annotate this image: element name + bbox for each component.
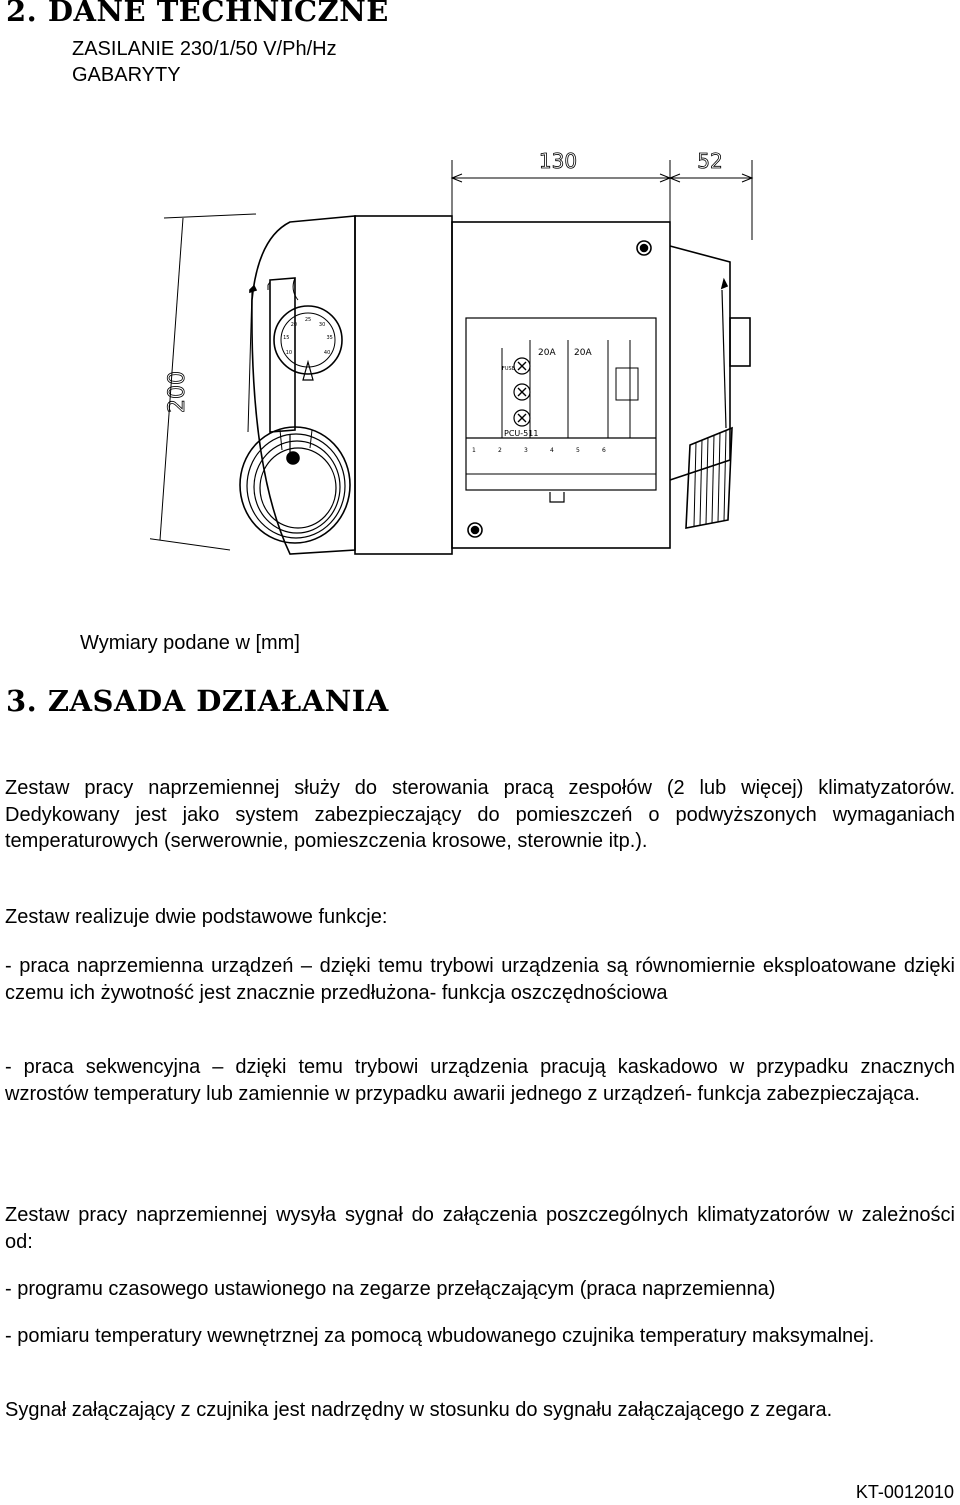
section-heading-principle: 3. ZASADA DZIAŁANIA: [6, 684, 389, 718]
device-label: PCU-511: [504, 429, 539, 438]
breaker-2-label: 20A: [574, 348, 592, 358]
paragraph-alternating-mode: - praca naprzemienna urządzeń – dzięki temu trybowi urządzenia są równomiernie eksploatowane dzięki czemu ich żywotność jest znacznie przedłużona- funkcja oszczędnościowa: [5, 955, 955, 1004]
dimension-depth: 52: [697, 149, 723, 173]
terminal-label: 2: [498, 447, 502, 454]
paragraph-sensor-priority: Sygnał załączający z czujnika jest nadrzędny w stosunku do sygnału załączającego z zegara.: [5, 1399, 833, 1421]
dimension-drawing: [150, 140, 770, 610]
thermostat-scale-label: 15: [283, 335, 290, 342]
document-code: KT-0012010: [855, 1482, 954, 1502]
units-note: Wymiary podane w [mm]: [80, 632, 300, 654]
thermostat-scale-label: 20: [290, 322, 298, 329]
thermostat-scale-label: 30: [318, 322, 326, 329]
thermostat-scale-label: 40: [323, 350, 331, 356]
paragraph-temperature-measurement: - pomiaru temperatury wewnętrznej za pomocą wbudowanego czujnika temperatury maksymalnej.: [5, 1325, 875, 1347]
paragraph-functions-intro: Zestaw realizuje dwie podstawowe funkcje:: [5, 906, 388, 928]
dimension-height: 200: [165, 371, 190, 413]
thermostat-scale-label: 25: [304, 317, 312, 323]
paragraph-sequential-mode: - praca sekwencyjna – dzięki temu trybowi urządzenia pracują kaskadowo w przypadku znacznych wzrostów temperatury lub zamiennie w przypadku awarii jednego z urządzeń- funkcja zabezpieczająca.: [5, 1056, 955, 1105]
paragraph-signal-intro: Zestaw pracy naprzemiennej wysyła sygnał do załączenia poszczególnych klimatyzatorów w zależności od:: [5, 1204, 955, 1253]
fuse-label: FUSE: [502, 366, 515, 372]
paragraph-time-program: - programu czasowego ustawionego na zegarze przełączającym (praca naprzemienna): [5, 1278, 776, 1300]
thermostat-scale-label: 10: [285, 350, 293, 356]
paragraph-purpose: Zestaw pracy naprzemiennej służy do sterowania pracą zespołów (2 lub więcej) klimatyzatorów. Dedykowany jest jako system zabezpieczający do pomieszczeń o podwyższonych wymaganiach temperaturowych (serwerownie, pomieszczenia krosowe, sterownie itp.).: [5, 777, 955, 852]
terminal-label: 5: [576, 447, 580, 454]
dimensions-label: GABARYTY: [72, 64, 181, 86]
breaker-1-label: 20A: [538, 348, 556, 358]
terminal-label: 3: [524, 447, 528, 454]
dimension-width: 130: [538, 149, 578, 173]
thermostat-scale-label: 35: [326, 335, 333, 342]
power-supply-spec: ZASILANIE 230/1/50 V/Ph/Hz: [72, 38, 337, 60]
terminal-label: 4: [550, 447, 554, 454]
section-heading-technical-data: 2. DANE TECHNICZNE: [6, 0, 389, 28]
terminal-label: 6: [602, 447, 606, 454]
terminal-label: 1: [472, 447, 476, 454]
